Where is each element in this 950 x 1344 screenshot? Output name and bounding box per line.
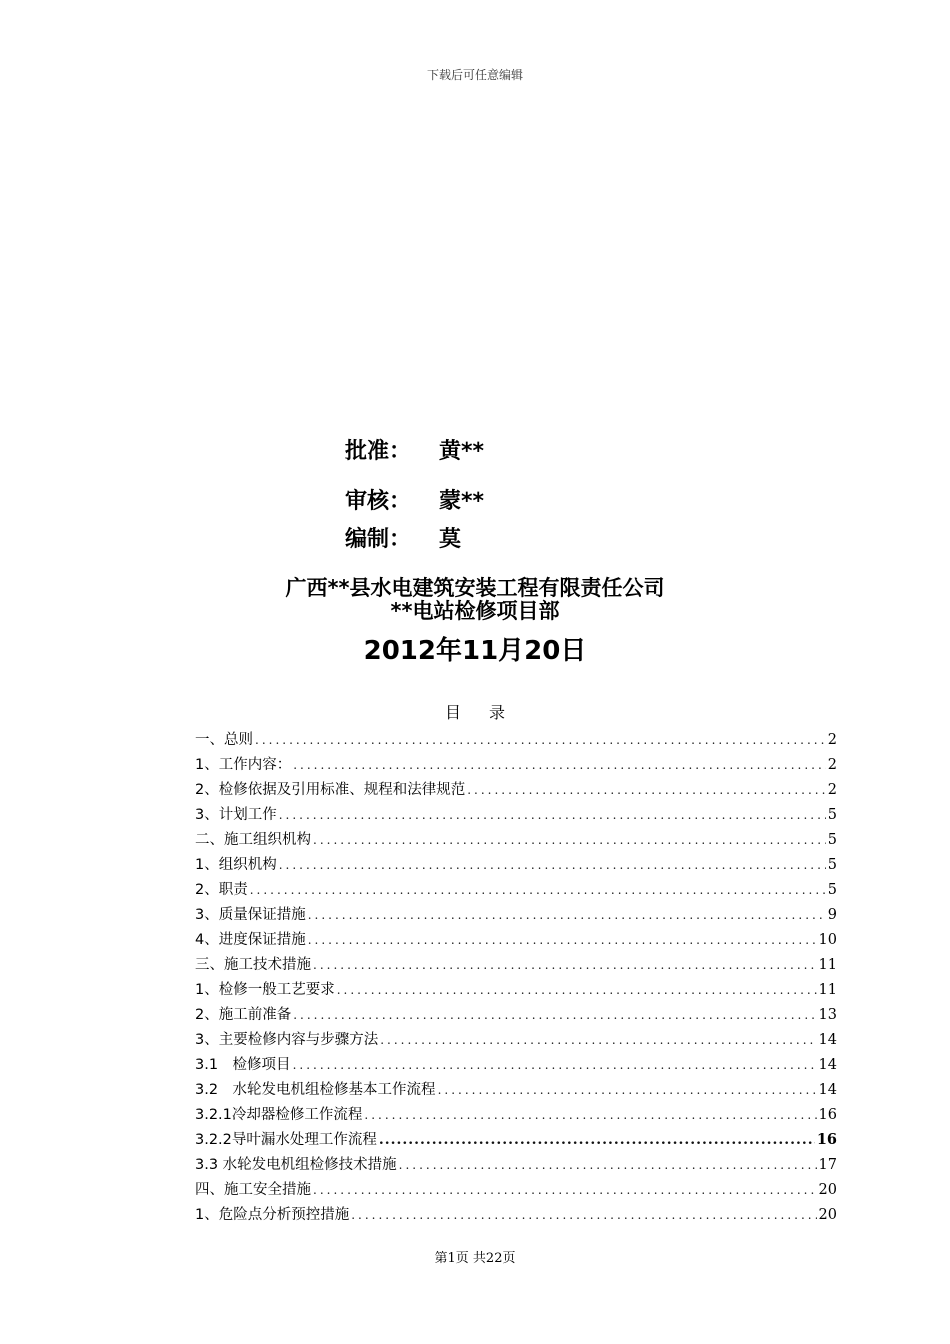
toc-entry[interactable]	[195, 874, 837, 899]
toc-entry[interactable]	[195, 1074, 837, 1099]
department-name: **电站检修项目部	[390, 599, 560, 623]
toc-entry[interactable]	[195, 1174, 837, 1199]
toc-leader-dots	[380, 1031, 816, 1049]
toc-entry-title: 3.1 检修项目	[195, 1057, 291, 1073]
toc-leader-dots	[293, 1006, 816, 1024]
toc-leader-dots	[279, 856, 826, 874]
toc-entry-page: 11	[818, 957, 837, 973]
toc-leader-dots	[279, 806, 826, 824]
toc-entry[interactable]	[195, 924, 837, 949]
toc-leader-dots	[313, 831, 826, 849]
header-note: 下载后可任意编辑	[426, 68, 523, 82]
toc-entry-title: 三、施工技术措施	[195, 957, 311, 973]
review-name: 蒙**	[439, 489, 485, 514]
toc-leader-dots	[351, 1206, 816, 1224]
toc-title: 目录	[444, 703, 533, 722]
toc-entry-title: 1、组织机构	[195, 857, 277, 873]
toc-entry-page: 20	[818, 1207, 837, 1223]
toc-entry[interactable]	[195, 999, 837, 1024]
toc-entry-page: 2	[827, 782, 837, 798]
toc-entry-title: 3、计划工作	[195, 807, 277, 823]
toc-entry[interactable]	[195, 1099, 837, 1124]
toc-entry-page: 11	[818, 982, 837, 998]
toc-leader-dots	[438, 1081, 817, 1099]
toc-entry[interactable]	[195, 749, 837, 774]
approval-name: 黄**	[439, 439, 485, 464]
toc-entry-page: 5	[827, 857, 837, 873]
toc-entry-page: 9	[827, 907, 837, 923]
toc-entry-title: 1、工作内容：	[195, 757, 292, 773]
toc-entry-page: 2	[827, 732, 837, 748]
toc-entry[interactable]	[195, 899, 837, 924]
toc-leader-dots	[313, 1181, 817, 1199]
table-of-contents	[195, 724, 837, 1224]
toc-entry[interactable]	[195, 724, 837, 749]
toc-entry[interactable]	[195, 974, 837, 999]
toc-entry-title: 2、检修依据及引用标准、规程和法律规范	[195, 782, 466, 798]
approval-label: 批准：	[345, 439, 412, 464]
toc-entry-page: 16	[818, 1107, 837, 1123]
toc-entry[interactable]	[195, 1049, 837, 1074]
toc-leader-dots	[255, 731, 826, 749]
toc-entry-title: 3.2.2导叶漏水处理工作流程	[195, 1132, 377, 1148]
toc-entry[interactable]	[195, 1124, 837, 1149]
toc-leader-dots	[308, 906, 826, 924]
toc-entry-page: 13	[818, 1007, 837, 1023]
toc-entry[interactable]	[195, 799, 837, 824]
toc-entry-page: 2	[827, 757, 837, 773]
company-name: 广西**县水电建筑安装工程有限责任公司	[285, 576, 665, 600]
review-label: 审核：	[345, 489, 412, 514]
prepared-name: 莫	[439, 527, 462, 552]
toc-leader-dots	[308, 931, 817, 949]
toc-entry-title: 四、施工安全措施	[195, 1182, 311, 1198]
prepared-label: 编制：	[345, 527, 412, 552]
toc-entry-title: 二、施工组织机构	[195, 832, 311, 848]
toc-leader-dots	[293, 756, 826, 774]
toc-entry-page: 14	[818, 1057, 837, 1073]
toc-leader-dots	[313, 956, 817, 974]
toc-entry-page: 5	[827, 882, 837, 898]
toc-entry-page: 14	[818, 1032, 837, 1048]
toc-entry-page: 14	[818, 1082, 837, 1098]
toc-leader-dots	[293, 1056, 817, 1074]
toc-leader-dots	[337, 981, 817, 999]
toc-entry-title: 一、总则	[195, 732, 253, 748]
toc-leader-dots	[379, 1131, 815, 1149]
toc-entry-page: 5	[827, 807, 837, 823]
toc-entry[interactable]	[195, 774, 837, 799]
toc-leader-dots	[250, 881, 826, 899]
toc-entry-title: 3.3 水轮发电机组检修技术措施	[195, 1157, 397, 1173]
toc-entry[interactable]	[195, 849, 837, 874]
page-footer: 第1页 共22页	[434, 1251, 516, 1266]
toc-entry-page: 20	[818, 1182, 837, 1198]
document-date: 2012年11月20日	[363, 636, 587, 666]
toc-entry-title: 1、检修一般工艺要求	[195, 982, 335, 998]
toc-entry-title: 2、职责	[195, 882, 248, 898]
toc-entry-page: 17	[818, 1157, 837, 1173]
approval-line	[345, 434, 484, 465]
toc-entry-title: 3、质量保证措施	[195, 907, 306, 923]
toc-entry[interactable]	[195, 1149, 837, 1174]
toc-entry-title: 3.2.1冷却器检修工作流程	[195, 1107, 363, 1123]
toc-entry-page: 16	[816, 1131, 837, 1148]
toc-leader-dots	[364, 1106, 816, 1124]
toc-entry-title: 3.2 水轮发电机组检修基本工作流程	[195, 1082, 436, 1098]
toc-entry[interactable]	[195, 1024, 837, 1049]
prepared-line	[345, 522, 461, 553]
review-line	[345, 484, 484, 515]
toc-entry[interactable]	[195, 949, 837, 974]
toc-entry-title: 4、进度保证措施	[195, 932, 306, 948]
toc-entry[interactable]	[195, 1199, 837, 1224]
toc-entry-page: 10	[818, 932, 837, 948]
toc-entry-title: 2、施工前准备	[195, 1007, 292, 1023]
toc-entry[interactable]	[195, 824, 837, 849]
toc-leader-dots	[399, 1156, 817, 1174]
toc-leader-dots	[467, 781, 826, 799]
toc-entry-title: 1、危险点分析预控措施	[195, 1207, 350, 1223]
toc-entry-page: 5	[827, 832, 837, 848]
toc-entry-title: 3、主要检修内容与步骤方法	[195, 1032, 379, 1048]
